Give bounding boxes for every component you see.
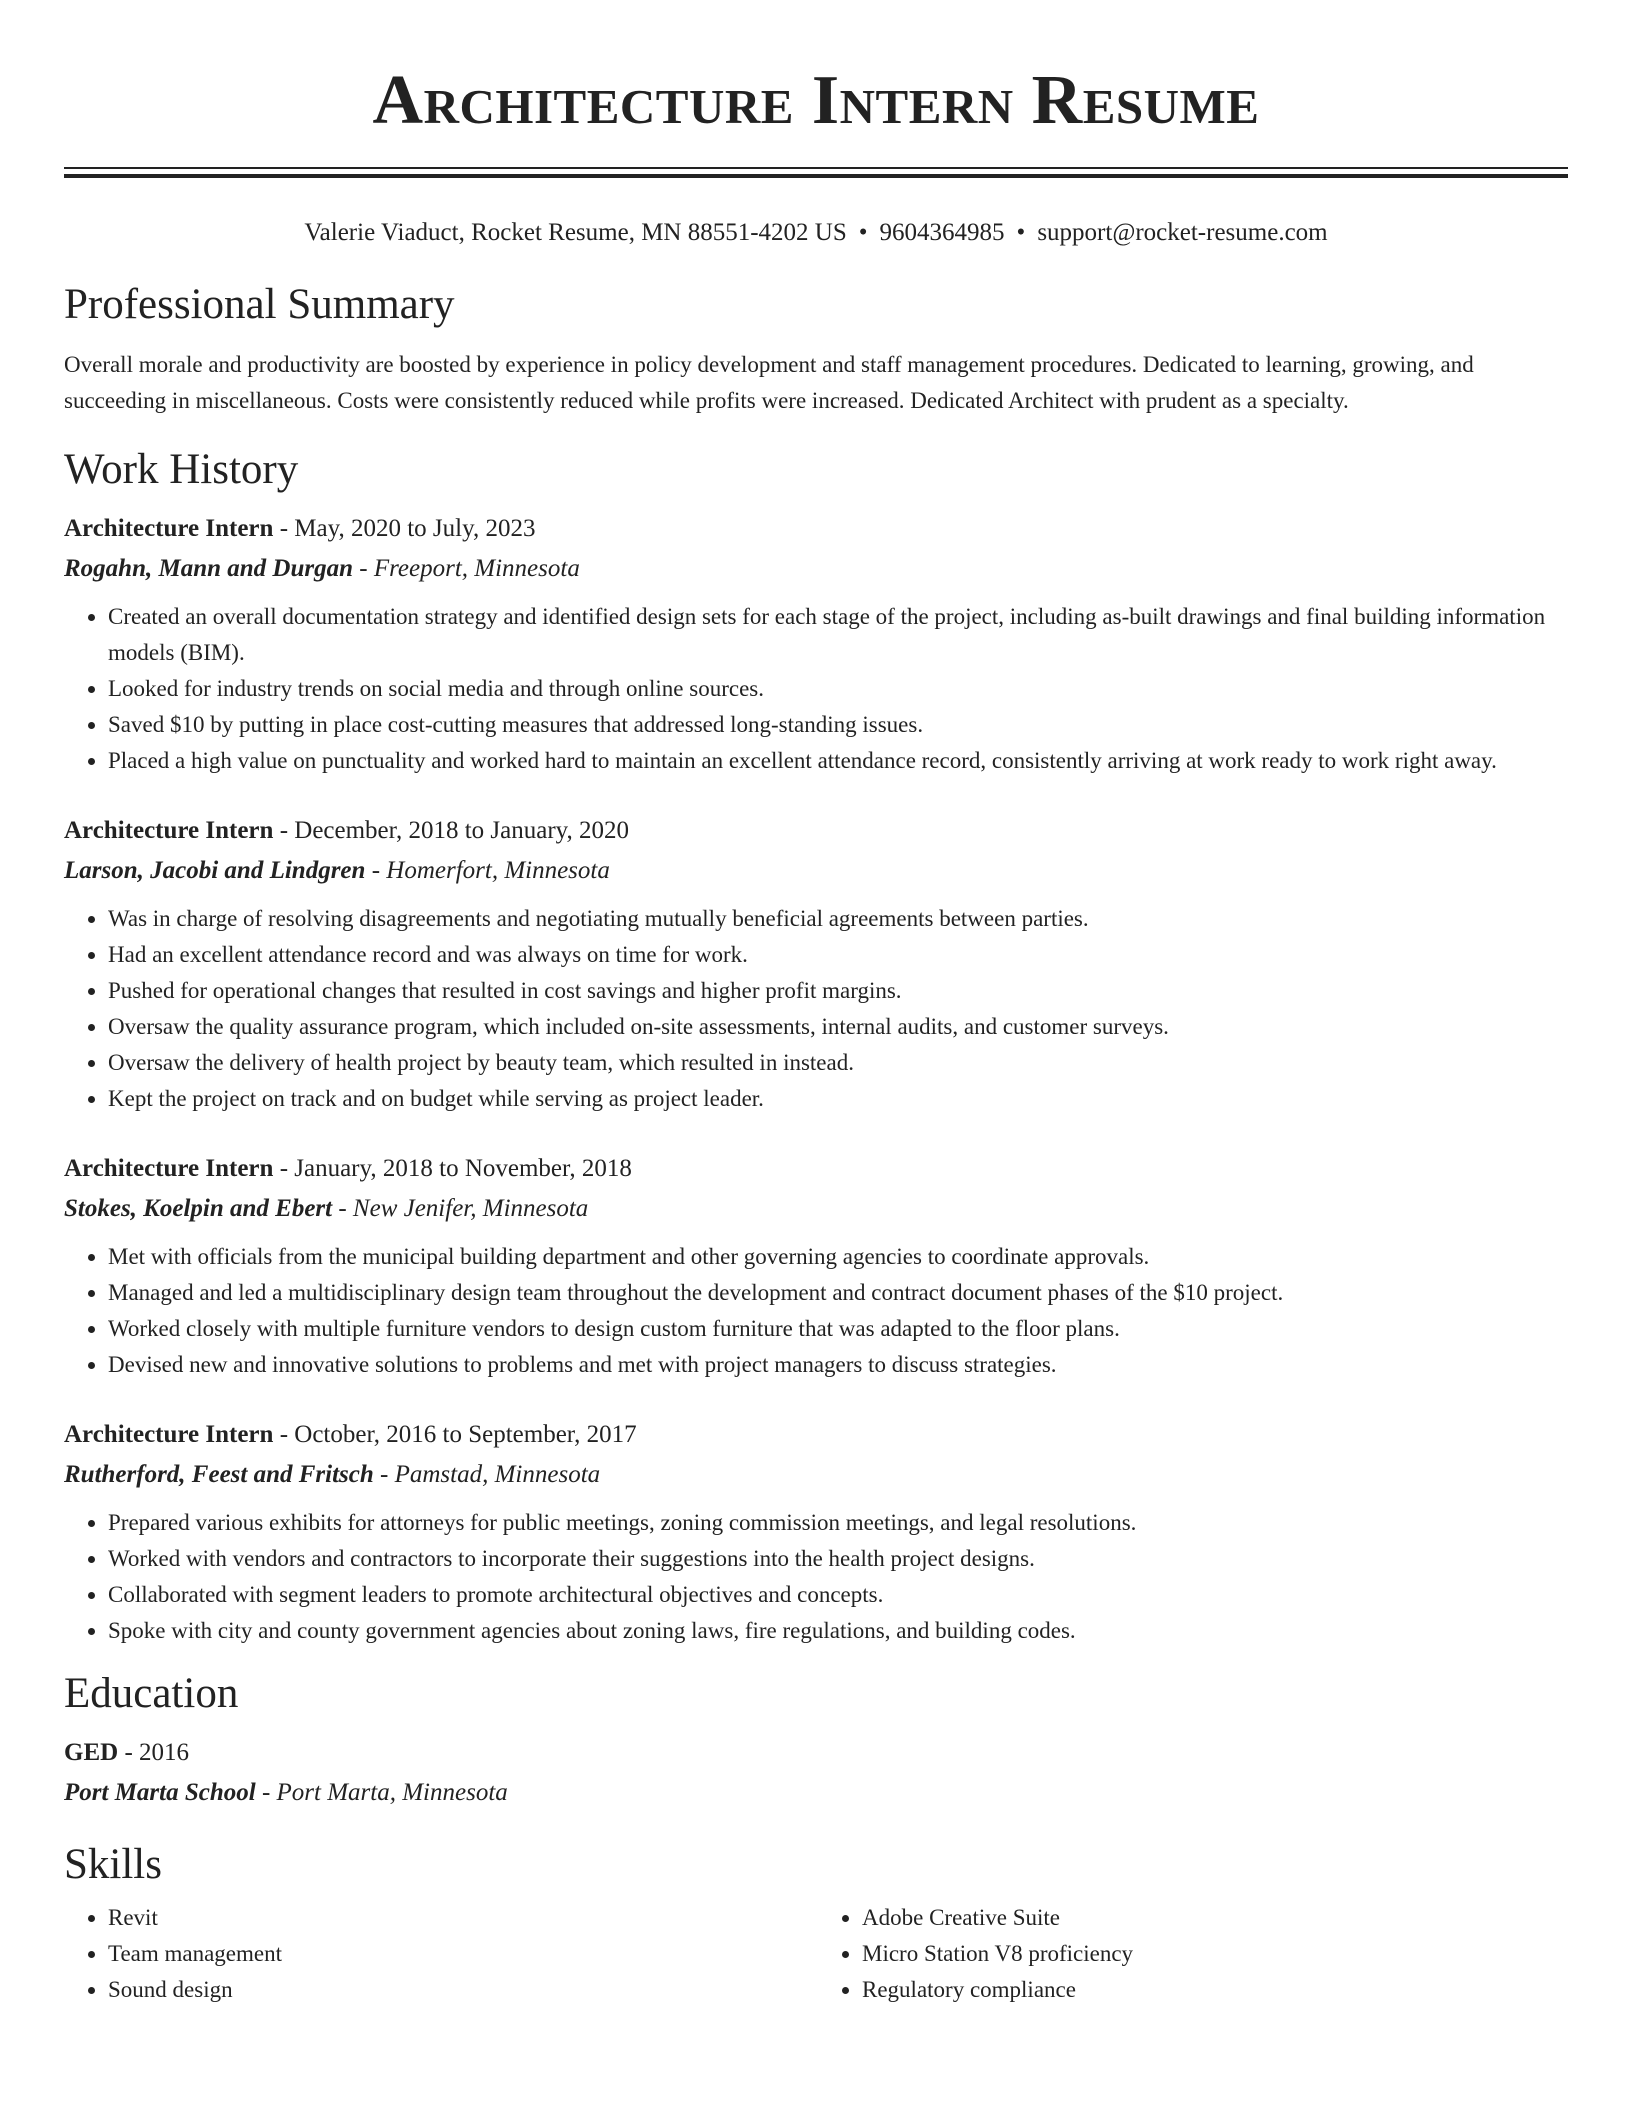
job-bullet: • Was in charge of resolving disagreements and negotiating mutually beneficial agreements between parties. xyxy=(108,901,1568,937)
job-bullet: • Managed and led a multidisciplinary design team throughout the development and contract document phases of the $10 project. xyxy=(108,1275,1568,1311)
graduation-year: - 2016 xyxy=(124,1739,190,1766)
job-title-line xyxy=(64,1149,1568,1189)
employer-location: - New Jenifer, Minnesota xyxy=(338,1195,589,1222)
employer-line xyxy=(64,1455,1568,1495)
employer-name: Rutherford, Feest and Fritsch xyxy=(64,1461,374,1488)
summary-text: Overall morale and productivity are boosted by experience in policy development and staff management procedures. Dedicated to learning, growing, and succeeding in miscellaneous. Costs were consistently reduced while profits were increased. Dedicated Architect with prudent as a specialty. xyxy=(64,352,1474,413)
contact-phone: 9604364985 xyxy=(879,219,1005,246)
job-bullet: • Collaborated with segment leaders to promote architectural objectives and concepts. xyxy=(108,1577,1568,1613)
job-entry xyxy=(64,811,1568,1117)
skills-list xyxy=(64,1900,1568,2008)
job-bullet: • Looked for industry trends on social media and through online sources. xyxy=(108,671,1568,707)
degree: GED xyxy=(64,1739,119,1766)
job-bullet: • Had an excellent attendance record and was always on time for work. xyxy=(108,937,1568,973)
job-bullet: • Met with officials from the municipal building department and other governing agencies to coordinate approvals. xyxy=(108,1239,1568,1275)
job-bullets xyxy=(64,901,1568,1117)
document-title: Architecture Intern Resume xyxy=(372,62,1260,139)
contact-separator: • xyxy=(1016,219,1026,246)
employer-name: Rogahn, Mann and Durgan xyxy=(64,555,354,582)
skill-item: • Regulatory compliance xyxy=(862,1972,1560,2008)
employer-name: Stokes, Koelpin and Ebert xyxy=(64,1195,333,1222)
job-bullets xyxy=(64,1505,1568,1649)
employer-name: Larson, Jacobi and Lindgren xyxy=(64,857,366,884)
job-title-line xyxy=(64,509,1568,549)
employer-location: - Freeport, Minnesota xyxy=(359,555,580,582)
job-bullet: • Placed a high value on punctuality and worked hard to maintain an excellent attendance record, consistently arriving at work ready to work right away. xyxy=(108,743,1568,779)
job-entry xyxy=(64,509,1568,779)
job-bullet: • Worked with vendors and contractors to incorporate their suggestions into the health project designs. xyxy=(108,1541,1568,1577)
job-bullet: • Created an overall documentation strategy and identified design sets for each stage of the project, including as-built drawings and final building information models (BIM). xyxy=(108,599,1568,671)
job-role: Architecture Intern xyxy=(64,817,274,844)
contact-address: Valerie Viaduct, Rocket Resume, MN 88551-4202 US xyxy=(304,219,847,246)
contact-email: support@rocket-resume.com xyxy=(1037,219,1328,246)
job-dates: - January, 2018 to November, 2018 xyxy=(279,1155,632,1182)
job-dates: - May, 2020 to July, 2023 xyxy=(279,515,536,542)
job-bullet: • Oversaw the quality assurance program, which included on-site assessments, internal audits, and customer surveys. xyxy=(108,1009,1568,1045)
job-role: Architecture Intern xyxy=(64,1421,274,1448)
job-bullet: • Saved $10 by putting in place cost-cutting measures that addressed long-standing issues. xyxy=(108,707,1568,743)
job-role: Architecture Intern xyxy=(64,1155,274,1182)
section-heading-summary: Professional Summary xyxy=(64,281,455,328)
job-entry xyxy=(64,1149,1568,1383)
job-dates: - October, 2016 to September, 2017 xyxy=(279,1421,637,1448)
job-bullet: • Oversaw the delivery of health project by beauty team, which resulted in instead. xyxy=(108,1045,1568,1081)
school-name: Port Marta School xyxy=(64,1779,256,1806)
degree-line xyxy=(64,1733,1568,1773)
job-title-line xyxy=(64,1415,1568,1455)
job-role: Architecture Intern xyxy=(64,515,274,542)
employer-line xyxy=(64,549,1568,589)
contact-separator: • xyxy=(858,219,868,246)
employer-line xyxy=(64,851,1568,891)
section-heading-skills: Skills xyxy=(64,1841,162,1888)
skill-item: • Adobe Creative Suite xyxy=(862,1900,1560,1936)
job-bullet: • Pushed for operational changes that resulted in cost savings and higher profit margins. xyxy=(108,973,1568,1009)
skill-item: • Team management xyxy=(108,1936,806,1972)
skills-column-right xyxy=(806,1900,1560,2008)
resume-page xyxy=(64,0,1568,2008)
job-bullets xyxy=(64,1239,1568,1383)
school-line xyxy=(64,1773,1568,1813)
section-heading-work-history: Work History xyxy=(64,446,299,493)
job-bullet: • Prepared various exhibits for attorneys for public meetings, zoning commission meetings, and legal resolutions. xyxy=(108,1505,1568,1541)
job-bullets xyxy=(64,599,1568,779)
employer-location: - Homerfort, Minnesota xyxy=(371,857,610,884)
job-title-line xyxy=(64,811,1568,851)
school-location: - Port Marta, Minnesota xyxy=(261,1779,508,1806)
education-entry xyxy=(64,1733,1568,1813)
employer-location: - Pamstad, Minnesota xyxy=(380,1461,601,1488)
skill-item: • Micro Station V8 proficiency xyxy=(862,1936,1560,1972)
job-bullet: • Spoke with city and county government agencies about zoning laws, fire regulations, and building codes. xyxy=(108,1613,1568,1649)
job-bullet: • Kept the project on track and on budget while serving as project leader. xyxy=(108,1081,1568,1117)
job-entry xyxy=(64,1415,1568,1649)
skill-item: • Revit xyxy=(108,1900,806,1936)
skills-column-left xyxy=(64,1900,806,2008)
job-dates: - December, 2018 to January, 2020 xyxy=(279,817,630,844)
contact-line xyxy=(64,216,1568,250)
job-bullet: • Worked closely with multiple furniture vendors to design custom furniture that was adapted to the floor plans. xyxy=(108,1311,1568,1347)
job-bullet: • Devised new and innovative solutions to problems and met with project managers to discuss strategies. xyxy=(108,1347,1568,1383)
title-divider xyxy=(64,167,1568,178)
section-heading-education: Education xyxy=(64,1670,239,1717)
employer-line xyxy=(64,1189,1568,1229)
skill-item: • Sound design xyxy=(108,1972,806,2008)
